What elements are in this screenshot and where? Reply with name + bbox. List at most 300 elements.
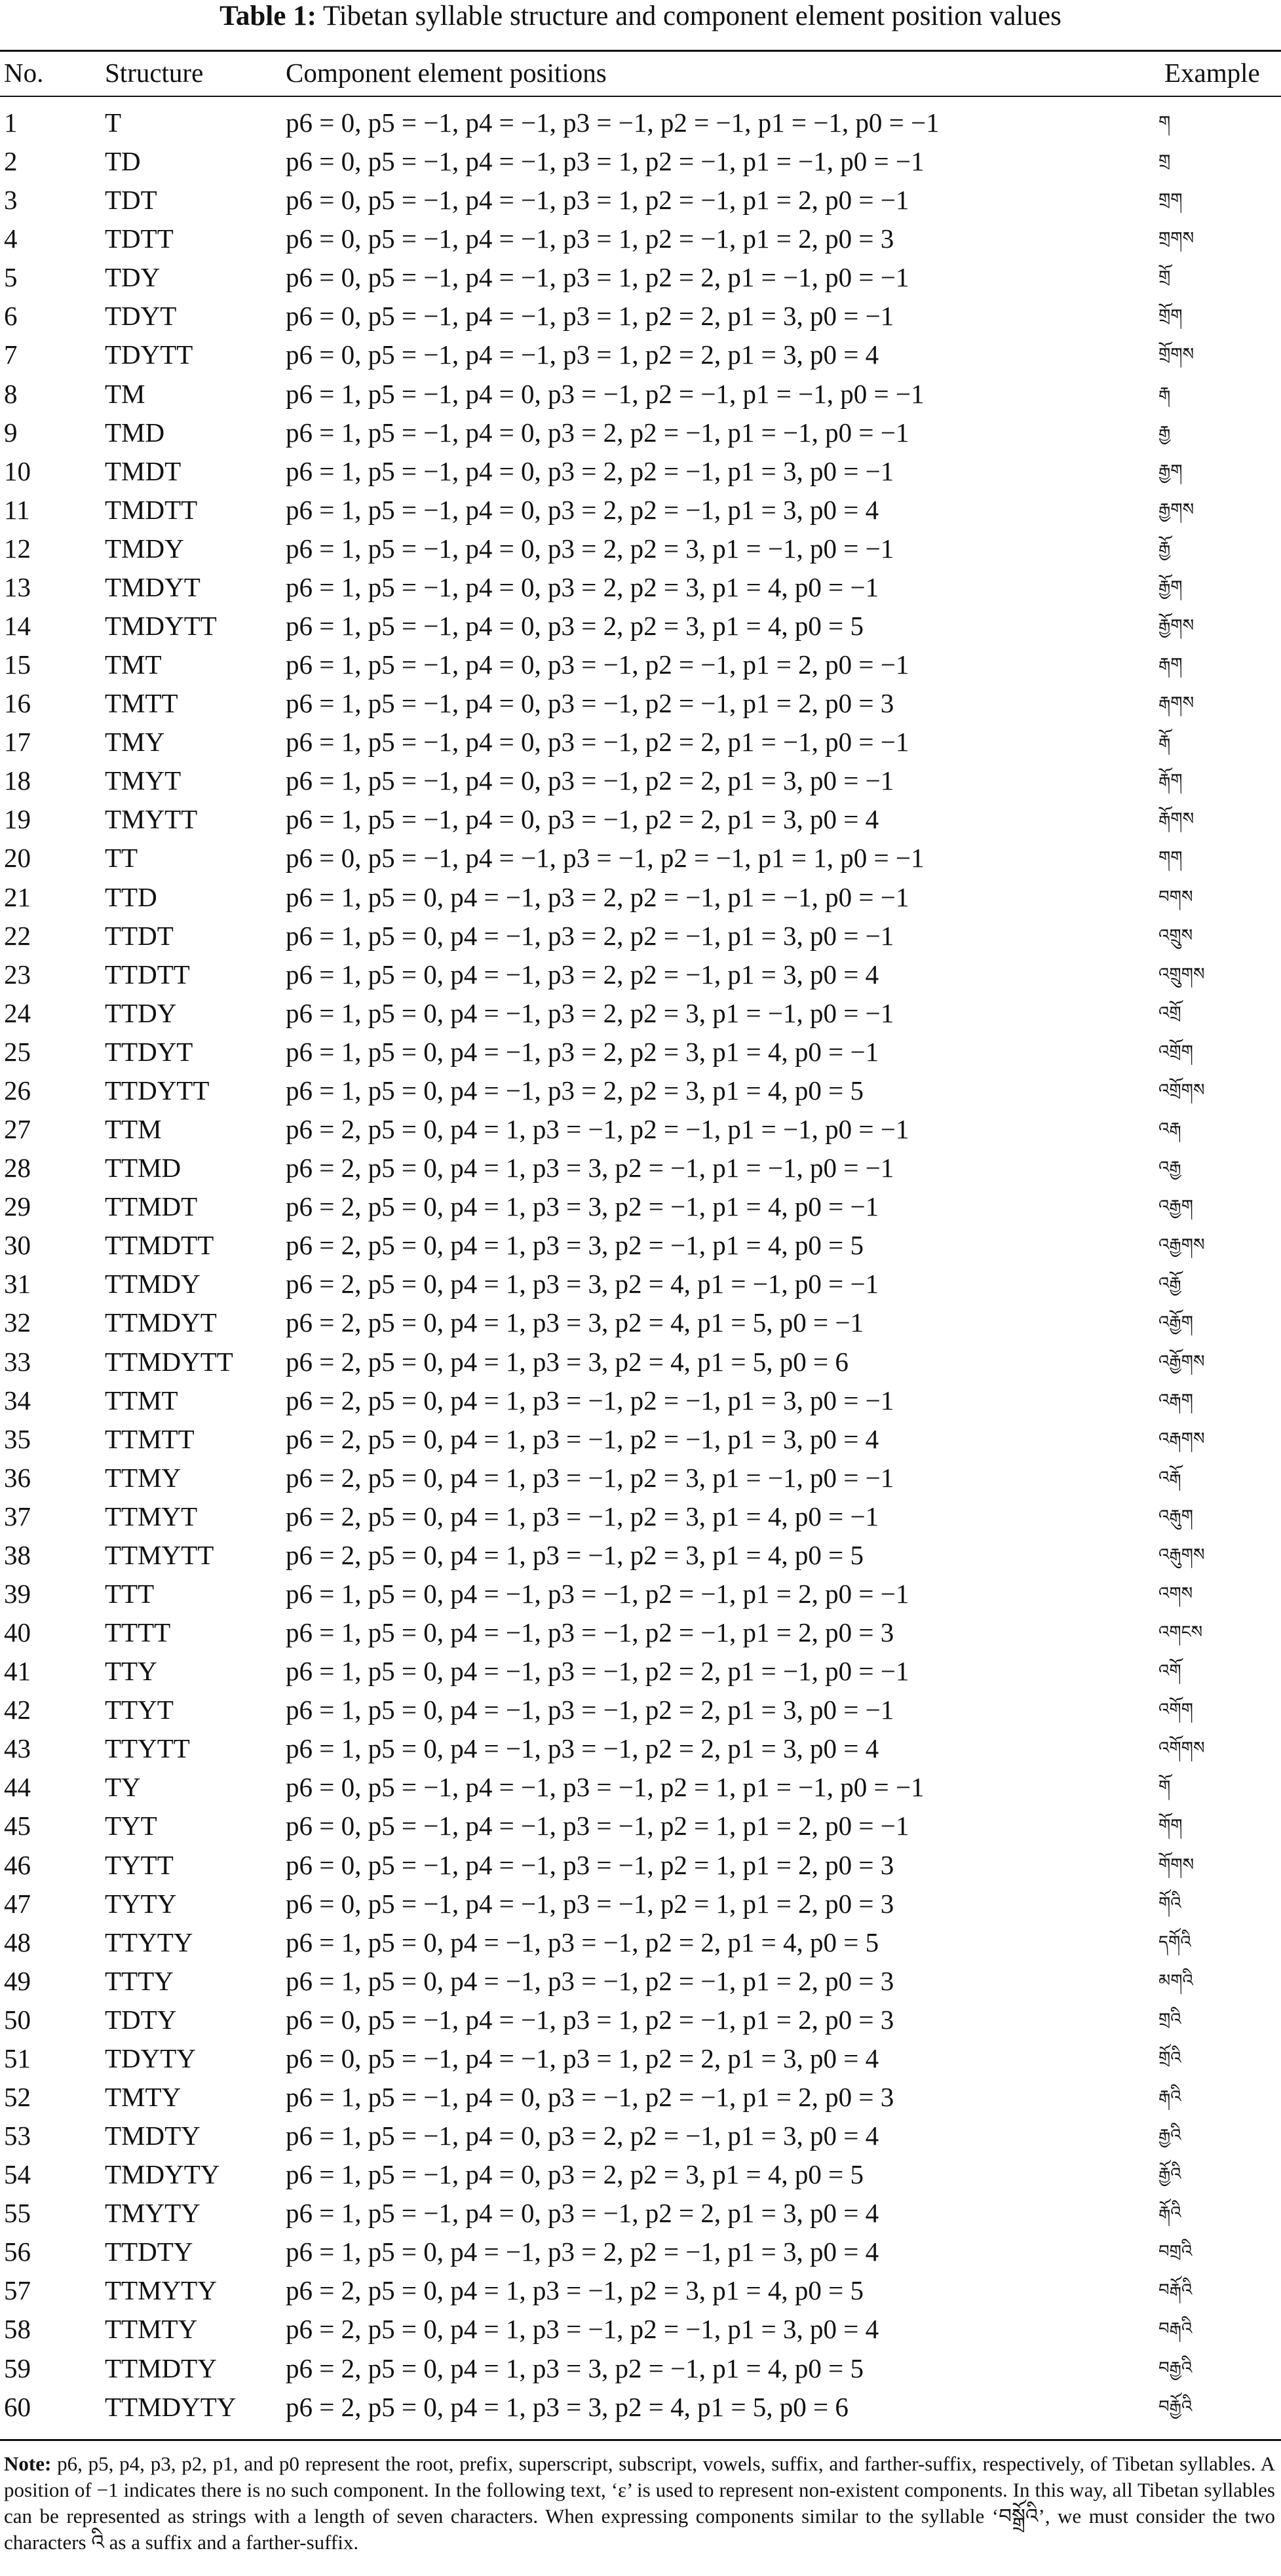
row-number: 35 [4,1423,31,1454]
row-example: རྒྱོའི [1158,2164,1181,2185]
row-structure: TTMD [105,1153,182,1183]
row-example: གྲའི [1158,2009,1181,2029]
row-structure: TDY [105,262,161,293]
header-no: No. [4,58,44,88]
row-example: འརྒུགས [1158,1545,1205,1565]
row-structure: TTMTT [105,1423,195,1454]
row-example: འགྲུགས [1158,964,1205,984]
row-structure: TDT [105,185,157,216]
row-number: 23 [4,959,31,990]
row-example: འརྒྱོག [1158,1313,1193,1333]
row-positions: p6 = 2, p5 = 0, p4 = 1, p3 = −1, p2 = −1, p1 = 3, p0 = 4 [286,2314,879,2345]
row-example: འརྒྱགས [1158,1235,1205,1256]
table-note [4,2451,1275,2556]
table-row [0,220,1281,258]
table-row [0,2039,1281,2078]
row-number: 25 [4,1036,31,1067]
row-positions: p6 = 0, p5 = −1, p4 = −1, p3 = 1, p2 = 2, p1 = 3, p0 = 4 [286,339,879,370]
row-structure: TTMDYT [105,1307,217,1338]
row-structure: TTDY [105,997,177,1028]
table-row [0,1381,1281,1420]
row-structure: TMY [105,727,165,758]
row-positions: p6 = 2, p5 = 0, p4 = 1, p3 = 3, p2 = −1, p1 = 4, p0 = −1 [286,1191,879,1222]
row-example: རྒྱའི [1158,2126,1181,2146]
row-example: གྲ [1158,151,1171,172]
row-example: འརྒ [1158,1119,1181,1140]
row-example: འརྒྱོ [1158,1274,1181,1294]
row-number: 36 [4,1462,31,1493]
row-positions: p6 = 1, p5 = −1, p4 = 0, p3 = 2, p2 = −1, p1 = −1, p0 = −1 [286,417,909,448]
row-structure: TDTY [105,2004,177,2035]
row-positions: p6 = 1, p5 = 0, p4 = −1, p3 = −1, p2 = 2, p1 = 3, p0 = −1 [286,1695,894,1725]
row-example: གག [1158,848,1183,868]
row-example: རྒྱགས [1158,499,1195,520]
row-example: རྒའི [1158,2086,1181,2107]
row-example: གོ [1158,1777,1171,1797]
row-positions: p6 = 2, p5 = 0, p4 = 1, p3 = 3, p2 = 4, p1 = −1, p0 = −1 [286,1269,879,1299]
table-row [0,1187,1281,1226]
row-number: 59 [4,2353,31,2383]
row-positions: p6 = 1, p5 = 0, p4 = −1, p3 = 2, p2 = 3, p1 = −1, p0 = −1 [286,997,894,1028]
row-number: 52 [4,2081,31,2112]
row-example: བརྒྱོའི [1158,2396,1193,2417]
row-structure: TMDT [105,455,182,486]
row-positions: p6 = 1, p5 = −1, p4 = 0, p3 = 2, p2 = −1, p1 = 3, p0 = 4 [286,2121,879,2151]
row-number: 48 [4,1927,31,1957]
row-example: བགས [1158,887,1193,907]
row-structure: TMDYTY [105,2159,220,2190]
table-row [0,645,1281,684]
row-structure: T [105,107,122,138]
row-positions: p6 = 1, p5 = 0, p4 = −1, p3 = −1, p2 = 2, p1 = 4, p0 = 5 [286,1927,879,1957]
row-positions: p6 = 1, p5 = 0, p4 = −1, p3 = −1, p2 = −1, p1 = 2, p0 = −1 [286,1578,909,1609]
row-example: རྒྱ [1158,422,1171,442]
table-row [0,375,1281,413]
row-positions: p6 = 2, p5 = 0, p4 = 1, p3 = 3, p2 = 4, p1 = 5, p0 = 6 [286,2391,849,2422]
table-body [0,104,1281,2427]
table-row [0,1303,1281,1342]
row-positions: p6 = 0, p5 = −1, p4 = −1, p3 = 1, p2 = −1, p1 = 2, p0 = 3 [286,2004,894,2035]
row-positions: p6 = 1, p5 = −1, p4 = 0, p3 = −1, p2 = 2, p1 = 3, p0 = 4 [286,804,879,835]
row-example: འགངས [1158,1623,1203,1643]
row-positions: p6 = 2, p5 = 0, p4 = 1, p3 = −1, p2 = 3, p1 = 4, p0 = −1 [286,1501,879,1531]
row-number: 54 [4,2159,31,2190]
row-number: 42 [4,1695,31,1725]
table-row [0,491,1281,529]
row-positions: p6 = 1, p5 = −1, p4 = 0, p3 = −1, p2 = 2, p1 = 3, p0 = 4 [286,2198,879,2229]
table-row [0,142,1281,181]
row-example: གོའི [1158,1893,1181,1913]
table-header-rule [0,96,1281,97]
row-number: 17 [4,727,31,758]
row-positions: p6 = 0, p5 = −1, p4 = −1, p3 = −1, p2 = 1, p1 = 2, p0 = 3 [286,1888,894,1919]
table-row [0,1343,1281,1381]
row-number: 24 [4,997,31,1028]
row-example: གྲགས [1158,229,1195,249]
row-number: 8 [4,378,18,409]
row-positions: p6 = 1, p5 = −1, p4 = 0, p3 = 2, p2 = 3, p1 = 4, p0 = −1 [286,571,879,602]
row-structure: TMYTT [105,804,198,835]
row-structure: TTMDYTY [105,2391,237,2422]
table-caption [0,1,1281,31]
row-positions: p6 = 1, p5 = 0, p4 = −1, p3 = 2, p2 = −1, p1 = 3, p0 = −1 [286,920,894,951]
row-positions: p6 = 1, p5 = 0, p4 = −1, p3 = 2, p2 = −1, p1 = −1, p0 = −1 [286,881,909,912]
table-row [0,607,1281,645]
row-example: འགྲོ [1158,1003,1181,1023]
table-row [0,1768,1281,1807]
row-example: འགོ [1158,1661,1181,1682]
row-structure: TTMDYTT [105,1346,233,1377]
table-row [0,1459,1281,1497]
row-number: 19 [4,804,31,835]
row-positions: p6 = 1, p5 = 0, p4 = −1, p3 = −1, p2 = 2, p1 = −1, p0 = −1 [286,1656,909,1687]
row-positions: p6 = 2, p5 = 0, p4 = 1, p3 = −1, p2 = −1, p1 = 3, p0 = −1 [286,1385,894,1415]
row-structure: TT [105,843,138,874]
table-row [0,297,1281,336]
row-example: གྲོའི [1158,2048,1181,2068]
row-number: 18 [4,765,31,796]
row-example: འགྲོགས [1158,1080,1205,1100]
row-positions: p6 = 0, p5 = −1, p4 = −1, p3 = 1, p2 = −1, p1 = 2, p0 = 3 [286,223,894,254]
row-positions: p6 = 0, p5 = −1, p4 = −1, p3 = 1, p2 = −1, p1 = −1, p0 = −1 [286,146,925,177]
table-row [0,684,1281,723]
table-row [0,1226,1281,1265]
row-number: 4 [4,223,18,254]
row-positions: p6 = 2, p5 = 0, p4 = 1, p3 = 3, p2 = 4, p1 = 5, p0 = 6 [286,1346,849,1377]
row-number: 30 [4,1230,31,1261]
row-example: འརྒོ [1158,1467,1181,1488]
row-positions: p6 = 2, p5 = 0, p4 = 1, p3 = −1, p2 = −1, p1 = −1, p0 = −1 [286,1114,909,1145]
row-structure: TM [105,378,145,409]
row-example: འགོགས [1158,1739,1205,1759]
table-bottom-rule [0,2439,1281,2441]
row-structure: TMDY [105,533,184,564]
table-row [0,800,1281,839]
row-positions: p6 = 2, p5 = 0, p4 = 1, p3 = −1, p2 = 3, p1 = 4, p0 = 5 [286,1539,864,1570]
table-row [0,1652,1281,1691]
row-number: 2 [4,146,18,177]
row-example: རྒྱོགས [1158,616,1195,636]
table-row [0,839,1281,877]
row-structure: TDYTT [105,339,193,370]
row-structure: TTY [105,1656,157,1687]
row-number: 50 [4,2004,31,2035]
table-note-label: Note: [4,2452,52,2475]
row-number: 6 [4,301,18,332]
table-row [0,1923,1281,1962]
row-number: 14 [4,611,31,642]
row-structure: TTMYTY [105,2275,217,2306]
row-example: གྲོ [1158,267,1171,288]
row-example: གྲོགས [1158,345,1195,365]
row-structure: TTMDTT [105,1230,214,1261]
row-structure: TTMT [105,1385,178,1415]
row-number: 10 [4,455,31,486]
table-row [0,1536,1281,1575]
row-positions: p6 = 1, p5 = −1, p4 = 0, p3 = 2, p2 = 3, p1 = 4, p0 = 5 [286,2159,864,2190]
row-positions: p6 = 0, p5 = −1, p4 = −1, p3 = 1, p2 = −1, p1 = 2, p0 = −1 [286,185,909,216]
table-row [0,1071,1281,1110]
row-positions: p6 = 1, p5 = −1, p4 = 0, p3 = −1, p2 = −1, p1 = −1, p0 = −1 [286,378,925,409]
row-number: 58 [4,2314,31,2345]
row-example: འརྒྱ [1158,1158,1181,1178]
table-row [0,336,1281,374]
table-row [0,181,1281,220]
row-number: 1 [4,107,18,138]
row-example: རྒོའི [1158,2203,1181,2223]
row-example: གོགས [1158,1855,1195,1875]
row-structure: TMDYT [105,571,201,602]
table-row [0,2388,1281,2427]
row-number: 7 [4,339,18,370]
table-top-rule [0,50,1281,52]
row-positions: p6 = 1, p5 = −1, p4 = 0, p3 = −1, p2 = −1, p1 = 2, p0 = 3 [286,688,894,719]
table-row [0,258,1281,297]
row-example: རྒོག [1158,771,1183,791]
row-positions: p6 = 1, p5 = −1, p4 = 0, p3 = −1, p2 = 2, p1 = 3, p0 = −1 [286,765,894,796]
row-number: 9 [4,417,18,448]
table-row [0,1497,1281,1536]
row-number: 27 [4,1114,31,1145]
row-structure: TTDYTT [105,1075,210,1105]
row-example: འགས [1158,1583,1193,1604]
table-row [0,2078,1281,2117]
row-positions: p6 = 2, p5 = 0, p4 = 1, p3 = −1, p2 = 3, p1 = 4, p0 = 5 [286,2275,864,2306]
table-row [0,955,1281,994]
table-row [0,2001,1281,2039]
row-structure: TTTT [105,1617,171,1648]
row-positions: p6 = 0, p5 = −1, p4 = −1, p3 = 1, p2 = 2, p1 = 3, p0 = −1 [286,301,894,332]
row-structure: TTDT [105,920,174,951]
row-example: དགོའི [1158,1932,1191,1952]
table-row [0,2194,1281,2233]
row-structure: TMT [105,649,162,680]
row-positions: p6 = 1, p5 = −1, p4 = 0, p3 = −1, p2 = −1, p1 = 2, p0 = −1 [286,649,909,680]
row-positions: p6 = 1, p5 = 0, p4 = −1, p3 = 2, p2 = 3, p1 = 4, p0 = −1 [286,1036,879,1067]
table-row [0,1962,1281,2001]
row-positions: p6 = 1, p5 = 0, p4 = −1, p3 = 2, p2 = −1, p1 = 3, p0 = 4 [286,959,879,990]
row-example: ག [1158,113,1171,132]
row-structure: TTM [105,1114,162,1145]
row-number: 34 [4,1385,31,1415]
header-example: Example [1164,58,1260,88]
table-row [0,1265,1281,1303]
row-structure: TMYTY [105,2198,201,2229]
row-positions: p6 = 0, p5 = −1, p4 = −1, p3 = −1, p2 = −1, p1 = −1, p0 = −1 [286,107,940,138]
row-example: འརྒྱོགས [1158,1351,1205,1372]
row-number: 15 [4,649,31,680]
row-structure: TTMDY [105,1269,201,1299]
row-structure: TTYTY [105,1927,193,1957]
row-positions: p6 = 2, p5 = 0, p4 = 1, p3 = −1, p2 = −1, p1 = 3, p0 = 4 [286,1423,879,1454]
row-structure: TMDTY [105,2121,201,2151]
row-example: བགྲའི [1158,2242,1193,2262]
row-number: 29 [4,1191,31,1222]
row-positions: p6 = 0, p5 = −1, p4 = −1, p3 = −1, p2 = −1, p1 = 1, p0 = −1 [286,843,925,874]
table-row [0,2349,1281,2388]
row-structure: TD [105,146,141,177]
row-positions: p6 = 1, p5 = −1, p4 = 0, p3 = 2, p2 = 3, p1 = −1, p0 = −1 [286,533,894,564]
row-number: 55 [4,2198,31,2229]
row-structure: TTDTT [105,959,190,990]
row-positions: p6 = 1, p5 = 0, p4 = −1, p3 = −1, p2 = 2, p1 = 3, p0 = 4 [286,1733,879,1764]
header-structure: Structure [105,58,204,88]
row-number: 41 [4,1656,31,1687]
row-structure: TDTT [105,223,174,254]
table-row [0,1575,1281,1613]
row-number: 32 [4,1307,31,1338]
row-number: 60 [4,2391,31,2422]
row-number: 16 [4,688,31,719]
row-positions: p6 = 1, p5 = −1, p4 = 0, p3 = −1, p2 = −1, p1 = 2, p0 = 3 [286,2081,894,2112]
row-structure: TMTT [105,688,178,719]
row-structure: TTMTY [105,2314,198,2345]
row-number: 51 [4,2043,31,2073]
row-positions: p6 = 1, p5 = −1, p4 = 0, p3 = 2, p2 = −1, p1 = 3, p0 = 4 [286,494,879,525]
row-number: 20 [4,843,31,874]
row-example: རྒྱག [1158,461,1183,481]
row-positions: p6 = 2, p5 = 0, p4 = 1, p3 = 3, p2 = 4, p1 = 5, p0 = −1 [286,1307,864,1338]
row-example: རྒག [1158,655,1183,675]
table-row [0,1729,1281,1768]
row-positions: p6 = 0, p5 = −1, p4 = −1, p3 = 1, p2 = 2, p1 = 3, p0 = 4 [286,2043,879,2073]
table-row [0,1110,1281,1149]
table-row [0,1149,1281,1187]
row-structure: TTDTY [105,2237,193,2267]
row-example: བརྒའི [1158,2319,1193,2339]
table-row [0,104,1281,142]
table-row [0,1613,1281,1652]
row-number: 37 [4,1501,31,1531]
row-number: 44 [4,1772,31,1803]
row-number: 3 [4,185,18,216]
row-number: 43 [4,1733,31,1764]
table-note-text: p6, p5, p4, p3, p2, p1, and p0 represent the root, prefix, superscript, subscript, vowels, suffix, and farther-suffix, respectively, of Tibetan syllables. A position of −1 indicates there is no such component. In the following text, ‘ε’ is used to represent non-existent components. In this way, all Tibetan syllables can be represented as strings with a length of seven characters. When expressing components similar to the syllable ‘བསྒྲོའི’, we must consider the two characters འི as a suffix and a farther-suffix. [4,2452,1275,2554]
row-number: 57 [4,2275,31,2306]
row-positions: p6 = 2, p5 = 0, p4 = 1, p3 = 3, p2 = −1, p1 = 4, p0 = 5 [286,2353,864,2383]
row-structure: TMTY [105,2081,182,2112]
table-row [0,2233,1281,2271]
table-row [0,1885,1281,1923]
row-positions: p6 = 1, p5 = 0, p4 = −1, p3 = −1, p2 = −1, p1 = 2, p0 = 3 [286,1617,894,1648]
row-structure: TTMYTT [105,1539,214,1570]
table-caption-label: Table 1: [220,1,316,31]
table-row [0,994,1281,1033]
row-positions: p6 = 1, p5 = −1, p4 = 0, p3 = 2, p2 = 3, p1 = 4, p0 = 5 [286,611,864,642]
row-number: 21 [4,881,31,912]
row-example: འགོག [1158,1700,1193,1720]
row-number: 12 [4,533,31,564]
row-example: འརྒྱག [1158,1197,1193,1217]
table-row [0,1807,1281,1845]
row-positions: p6 = 2, p5 = 0, p4 = 1, p3 = −1, p2 = 3, p1 = −1, p0 = −1 [286,1462,894,1493]
row-example: བརྒོའི [1158,2280,1193,2301]
row-positions: p6 = 1, p5 = 0, p4 = −1, p3 = 2, p2 = 3, p1 = 4, p0 = 5 [286,1075,864,1105]
row-structure: TTMYT [105,1501,198,1531]
row-structure: TMDYTT [105,611,217,642]
row-number: 11 [4,494,30,525]
row-number: 45 [4,1811,31,1841]
row-number: 40 [4,1617,31,1648]
row-positions: p6 = 1, p5 = −1, p4 = 0, p3 = −1, p2 = 2, p1 = −1, p0 = −1 [286,727,909,758]
row-structure: TMD [105,417,165,448]
table-row [0,2310,1281,2349]
row-number: 26 [4,1075,31,1105]
table-row [0,2155,1281,2194]
row-example: རྒགས [1158,693,1195,714]
row-structure: TTYT [105,1695,174,1725]
row-structure: TYTY [105,1888,177,1919]
row-structure: TMYT [105,765,182,796]
row-structure: TYTT [105,1849,174,1880]
row-example: འརྒུག [1158,1506,1193,1526]
row-positions: p6 = 2, p5 = 0, p4 = 1, p3 = 3, p2 = −1, p1 = −1, p0 = −1 [286,1153,894,1183]
row-number: 33 [4,1346,31,1377]
row-example: རྒྱོག [1158,577,1183,597]
table-caption-text: Tibetan syllable structure and component element position values [322,1,1061,31]
row-structure: TTYTT [105,1733,190,1764]
row-example: རྒོགས [1158,809,1195,830]
row-positions: p6 = 2, p5 = 0, p4 = 1, p3 = 3, p2 = −1, p1 = 4, p0 = 5 [286,1230,864,1261]
row-positions: p6 = 1, p5 = 0, p4 = −1, p3 = −1, p2 = −1, p1 = 2, p0 = 3 [286,1965,894,1996]
row-number: 22 [4,920,31,951]
row-number: 5 [4,262,18,293]
row-example: འརྒག [1158,1390,1193,1410]
table-row [0,1846,1281,1885]
row-example: འརྒགས [1158,1429,1205,1449]
row-example: རྒྱོ [1158,538,1171,558]
row-positions: p6 = 0, p5 = −1, p4 = −1, p3 = −1, p2 = 1, p1 = 2, p0 = 3 [286,1849,894,1880]
table-row [0,452,1281,491]
table-row [0,1691,1281,1729]
row-structure: TTD [105,881,157,912]
row-number: 46 [4,1849,31,1880]
table-row [0,529,1281,568]
row-structure: TTDYT [105,1036,193,1067]
row-number: 49 [4,1965,31,1996]
table-row [0,1033,1281,1071]
table-row [0,917,1281,955]
row-structure: TMDTT [105,494,198,525]
row-structure: TTT [105,1578,155,1609]
row-positions: p6 = 0, p5 = −1, p4 = −1, p3 = −1, p2 = 1, p1 = −1, p0 = −1 [286,1772,925,1803]
row-example: གྲོག [1158,306,1183,326]
row-number: 38 [4,1539,31,1570]
row-number: 39 [4,1578,31,1609]
row-structure: TDYT [105,301,177,332]
row-example: གྲག [1158,190,1183,210]
row-positions: p6 = 0, p5 = −1, p4 = −1, p3 = 1, p2 = 2, p1 = −1, p0 = −1 [286,262,909,293]
row-positions: p6 = 0, p5 = −1, p4 = −1, p3 = −1, p2 = 1, p1 = 2, p0 = −1 [286,1811,909,1841]
table-row [0,1420,1281,1459]
row-example: བརྒྱའི [1158,2358,1193,2378]
row-number: 47 [4,1888,31,1919]
row-number: 31 [4,1269,31,1299]
row-example: འགྲུས [1158,925,1193,946]
row-structure: TY [105,1772,141,1803]
row-positions: p6 = 1, p5 = 0, p4 = −1, p3 = 2, p2 = −1, p1 = 3, p0 = 4 [286,2237,879,2267]
row-example: གོག [1158,1816,1183,1836]
table-row [0,723,1281,761]
row-structure: TTMY [105,1462,182,1493]
row-structure: TTMDTY [105,2353,217,2383]
table-row [0,568,1281,607]
table-row [0,413,1281,452]
table-row [0,2271,1281,2310]
row-structure: TTMDT [105,1191,198,1222]
row-example: མགའི [1158,1970,1193,1991]
row-structure: TDYTY [105,2043,196,2073]
